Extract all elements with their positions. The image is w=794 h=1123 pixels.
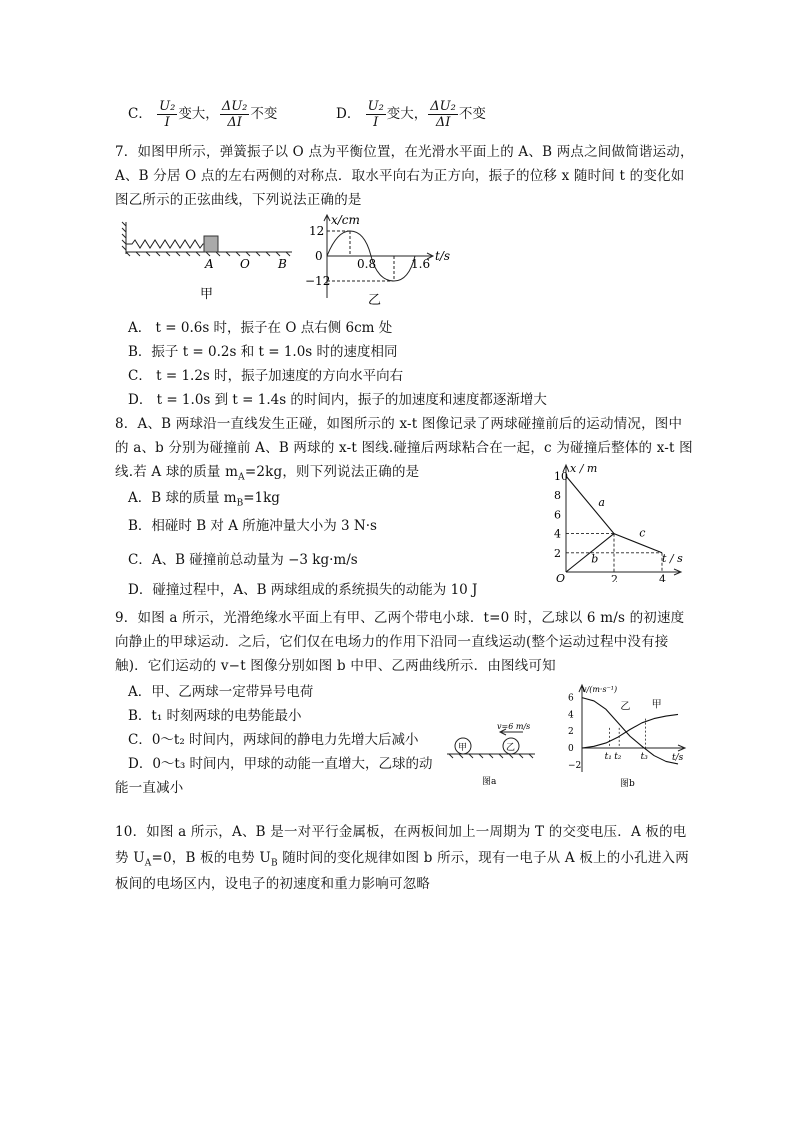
x-axis-label: t / s (662, 552, 683, 565)
x-tick-0.8: 0.8 (357, 257, 377, 271)
q8-xt-chart (540, 460, 690, 582)
q8-option-a: A．B 球的质量 $m_B=1kg$ (128, 490, 280, 509)
q7-figure-jia (120, 218, 300, 308)
figure-caption: 甲 (200, 287, 214, 302)
q9-vt-chart (560, 682, 695, 788)
y-tick-label: 2 (568, 727, 574, 738)
q7-option-c: C． t = 1.2s 时，振子加速度的方向水平向右 (128, 368, 404, 384)
fraction: $\frac{\text{U₂}}{I}$ (159, 99, 176, 130)
figure-caption: 图b (620, 779, 635, 788)
x-tick-1.6: 1.6 (411, 257, 431, 271)
point-o-label: O (240, 257, 250, 271)
ball-yi-label: 乙 (506, 743, 516, 753)
q8-stem-line: 线.若 A 球的质量 $m_A=2kg$，则下列说法正确的是 (115, 464, 420, 483)
y-tick-label: 4 (554, 527, 561, 541)
fraction: $\frac{\text{U₂}}{I}$ (367, 99, 384, 130)
x-tick-label: 2 (611, 573, 618, 582)
x-tick-label: t₃ (640, 752, 648, 762)
q7-option-d: D． t = 1.0s 到 t = 1.4s 的时间内，振子的加速度和速度都逐渐增大 (128, 392, 547, 408)
y-tick-0: 0 (315, 249, 323, 263)
q10-stem-line: 10．如图 a 所示，A、B 是一对平行金属板，在两板间加上一周期为 T 的交变电压．A 板的电 (115, 824, 687, 840)
q9-stem-line: 向静止的甲球运动．之后，它们仅在电场力的作用下沿同一直线运动(整个运动过程中没有接 (115, 634, 669, 650)
q9-figure-a (445, 720, 540, 788)
q9-stem-line: 9．如图 a 所示，光滑绝缘水平面上有甲、乙两个带电小球．t=0 时，乙球以 6 m/s 的初速度 (115, 610, 685, 626)
origin-label: O (556, 572, 566, 582)
speed-label: v=6 m/s (497, 722, 531, 731)
q6-option-d: D． $\frac{\text{U₂}}{I}$ 变大， $\frac{\text{ΔU₂}}{\Delta I}$ 不变 (336, 99, 486, 130)
q9-option-d-cont: 能一直减小 (115, 780, 184, 796)
q7-figure-yi (305, 210, 465, 308)
y-tick-label: −2 (568, 760, 582, 771)
q9-option-d: D．0～t₃ 时间内，甲球的动能一直增大，乙球的动 (128, 756, 433, 772)
q7-option-b: B．振子 t = 0.2s 和 t = 1.0s 时的速度相同 (128, 344, 398, 360)
q9-option-b: B．t₁ 时刻两球的电势能最小 (128, 708, 302, 724)
series-label-yi: 乙 (620, 701, 631, 713)
figure-caption: 图a (482, 777, 497, 787)
series-line-a (566, 476, 614, 534)
y-tick-label: 6 (554, 508, 561, 522)
curve-甲 (582, 714, 678, 748)
q8-option-d: D．碰撞过程中，A、B 两球组成的系统损失的动能为 10 J (128, 582, 478, 598)
x-axis-label: t/s (435, 249, 451, 263)
y-tick-label: 8 (554, 489, 561, 503)
series-label-a: a (598, 495, 605, 509)
q6-option-c: C． $\frac{\text{U₂}}{I}$ 变大， $\frac{\text{ΔU₂}}{\Delta I}$ 不变 (128, 99, 278, 130)
x-tick-label: t₁ (604, 752, 612, 762)
q9-option-c: C．0～t₂ 时间内，两球间的静电力先增大后减小 (128, 732, 419, 748)
point-a-label: A (205, 257, 214, 271)
y-axis-label: x / m (570, 462, 598, 475)
series-label-b: b (591, 552, 599, 566)
y-tick-label: 0 (568, 744, 574, 754)
y-tick-12: 12 (309, 224, 325, 238)
y-tick-label: 6 (568, 693, 574, 704)
ball-jia-label: 甲 (458, 743, 468, 753)
x-tick-label: 4 (659, 573, 666, 582)
y-axis-label: v/(m·s⁻¹) (582, 685, 618, 694)
x-axis-label: t/s (672, 753, 684, 763)
q8-stem-line: 的 a、b 分别为碰撞前 A、B 两球的 x-t 图线.碰撞后两球粘合在一起，c 为碰撞后整体的 x-t 图 (115, 440, 693, 456)
q8-stem-line: 8．A、B 两球沿一直线发生正碰，如图所示的 x-t 图像记录了两球碰撞前后的运动情况，图中 (115, 416, 683, 432)
fraction: $\frac{\text{ΔU₂}}{\Delta I}$ (221, 99, 248, 130)
y-tick-label: 4 (568, 710, 574, 721)
q10-stem-line: 板间的电场区内，设电子的初速度和重力影响可忽略 (115, 876, 431, 892)
series-label-c: c (639, 526, 646, 540)
y-axis-label: x/cm (331, 213, 360, 227)
figure-caption: 乙 (368, 293, 382, 308)
series-label-jia: 甲 (651, 699, 662, 711)
q7-stem-line: A、B 分居 O 点的左右两侧的对称点．取水平向右为正方向，振子的位移 x 随时间 t 的变化如 (115, 168, 685, 184)
fraction: $\frac{\text{ΔU₂}}{\Delta I}$ (430, 99, 456, 130)
q8-option-b: B．相碰时 B 对 A 所施冲量大小为 3 N·s (128, 518, 377, 534)
q7-option-a: A． t = 0.6s 时，振子在 O 点右侧 6cm 处 (128, 320, 393, 336)
y-tick-label: 2 (554, 546, 561, 560)
q9-option-a: A．甲、乙两球一定带异号电荷 (128, 684, 314, 700)
y-tick-label: 10 (554, 470, 568, 483)
q9-stem-line: 触)．它们运动的 v−t 图像分别如图 b 中甲、乙两曲线所示．由图线可知 (115, 658, 556, 674)
q8-option-c: C．A、B 碰撞前总动量为 −3 kg·m/s (128, 552, 358, 568)
y-tick-neg12: −12 (305, 274, 331, 288)
oscillator-block (204, 236, 218, 252)
series-line-c (614, 534, 662, 553)
point-b-label: B (278, 257, 287, 271)
q10-stem-line: 势 $U_A=0$，B 板的电势 $U_B$ 随时间的变化规律如图 b 所示，现有一电子从 A 板上的小孔进入两 (115, 850, 689, 869)
q7-stem-line: 图乙所示的正弦曲线，下列说法正确的是 (115, 192, 362, 208)
q7-stem-line: 7．如图甲所示，弹簧振子以 O 点为平衡位置，在光滑水平面上的 A、B 两点之间做简谐运动， (115, 144, 694, 160)
x-tick-label: t₂ (614, 752, 622, 762)
